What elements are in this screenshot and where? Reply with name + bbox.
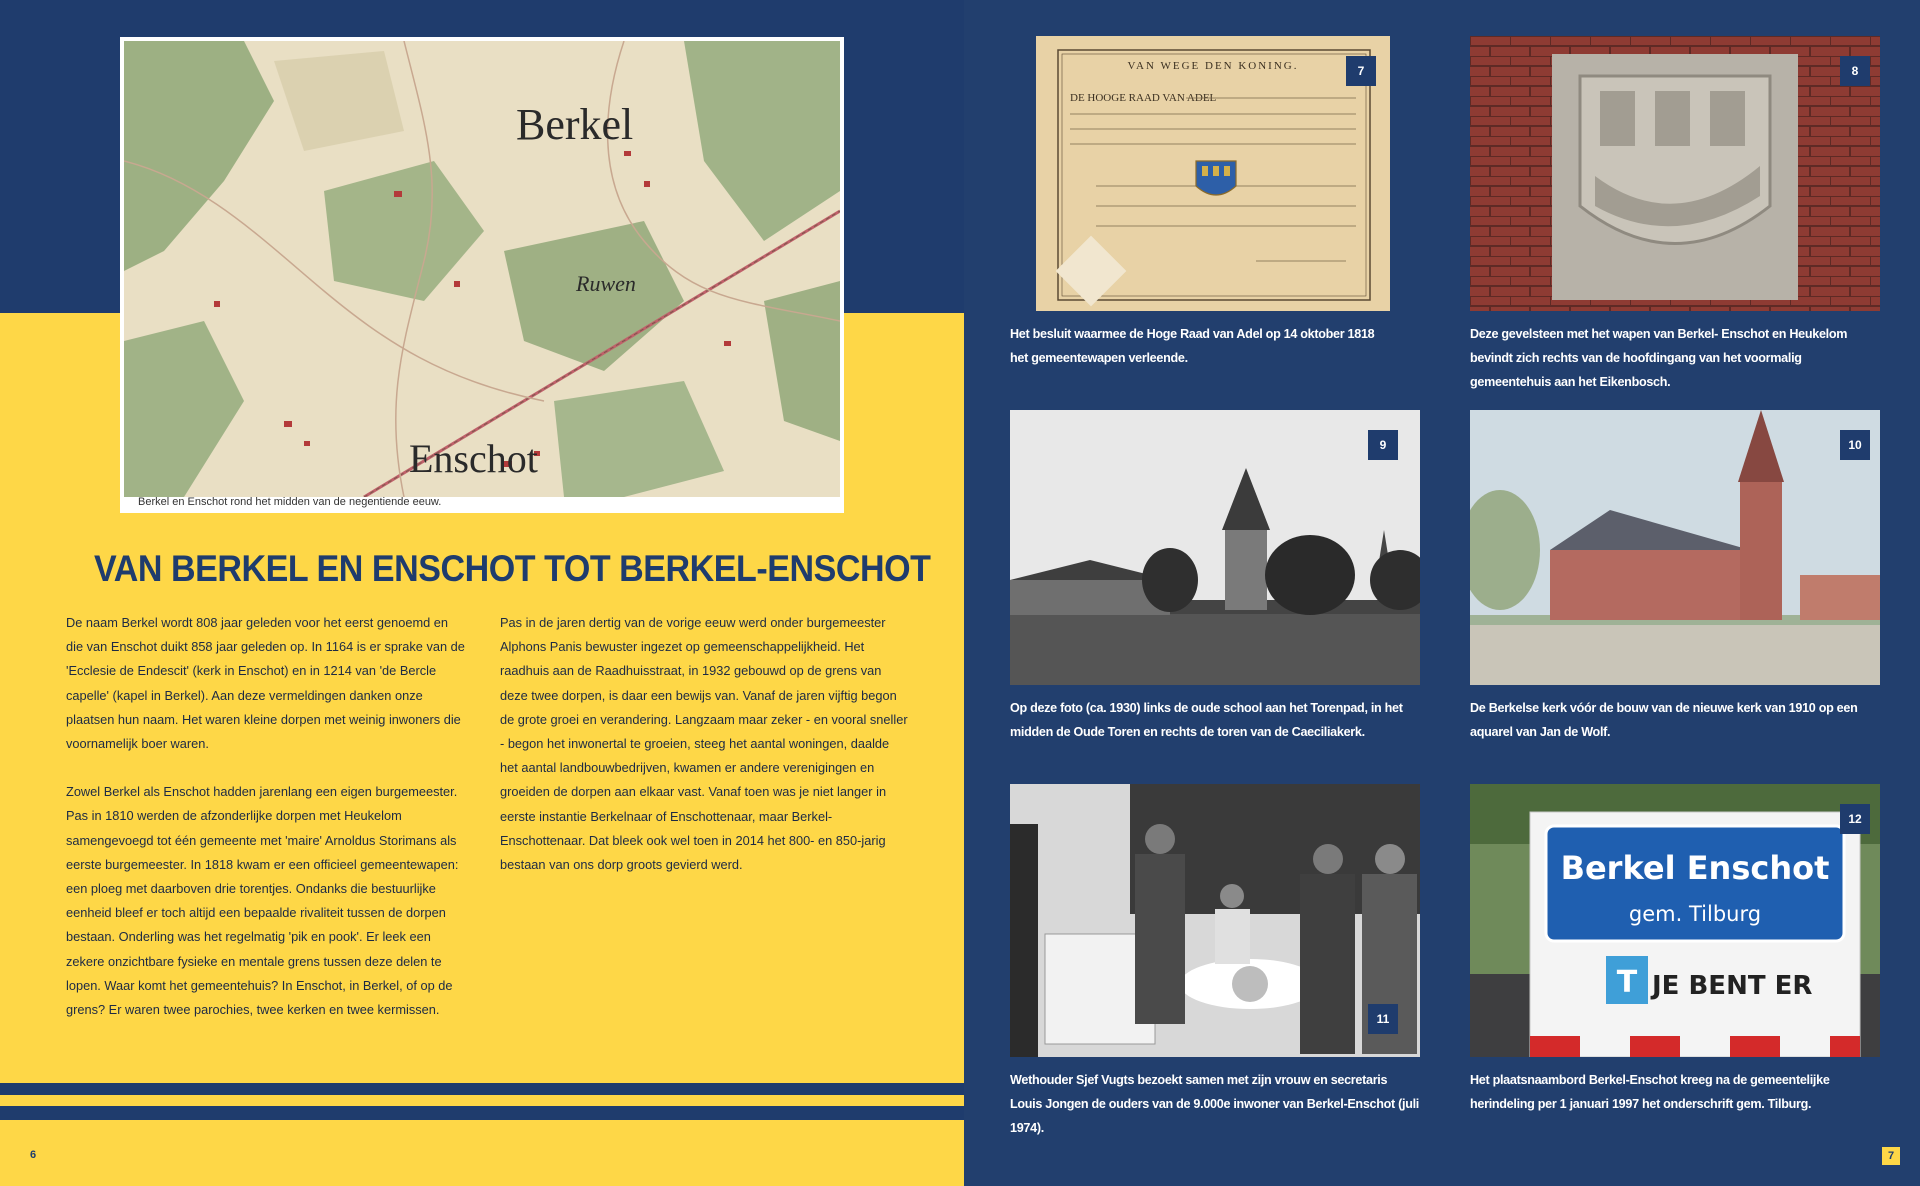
tilburg-logo: T [1616, 965, 1638, 1000]
photo-caption: Het besluit waarmee de Hoge Raad van Adel op 14 oktober 1818 het gemeentewapen verleende. [1010, 327, 1375, 365]
place-sign-illustration [1470, 784, 1880, 1057]
right-page [964, 0, 1920, 1186]
photo-number-badge: 7 [1346, 56, 1376, 86]
map-caption: Berkel en Enschot rond het midden van de negentiende eeuw. [138, 496, 442, 508]
photo-number-badge: 12 [1840, 804, 1870, 834]
photo-caption: Het plaatsnaambord Berkel-Enschot kreeg na de gemeentelijke herindeling per 1 januari 1997 het onderschrift gem. Tilburg. [1470, 1073, 1830, 1111]
photo-church-watercolor [1470, 410, 1880, 685]
photo-number-badge: 9 [1368, 430, 1398, 460]
photo-number-badge: 11 [1368, 1004, 1398, 1034]
paragraph: Pas in de jaren dertig van de vorige eeuw werd onder burgemeester Alphons Panis bewuster ingezet op gemeenschappelijkheid. Het raadhuis aan de Raadhuisstraat, in 1932 gebouwd op de grens van deze twee dorpen, is daar een bewijs van. Vanaf de jaren vijftig begon de grote groei en verandering. Langzaam maar zeker - en vooral sneller - begon het inwonertal te groeien, steeg het aantal woningen, daalde het aantal landbouwbedrijven, kwamen er andere verenigingen en groeiden de dorpen aan elkaar vast. Vanaf toen was je niet langer in eerste instantie Berkelnaar of Enschottenaar, maar Berkel-Enschottenaar. Dat bleek ook wel toen in 2014 het 800- en 850-jarig bestaan van ons dorp groots gevierd werd. [500, 615, 908, 873]
article-column-2 [500, 611, 910, 901]
photo-caption: Wethouder Sjef Vugts bezoekt samen met zijn vrouw en secretaris Louis Jongen de ouders van de 9.000e inwoner van Berkel-Enschot (juli 1974). [1010, 1073, 1419, 1135]
document-line: DE HOOGE RAAD VAN ADEL [1070, 92, 1217, 104]
church-watercolor-illustration [1470, 410, 1880, 685]
photo-royal-decree [1036, 36, 1390, 311]
paragraph: Zowel Berkel als Enschot hadden jarenlang een eigen burgemeester. Pas in 1810 werden de afzonderlijke dorpen met Heukelom samengevoegd tot één gemeente met 'maire' Arnoldus Storimans als eerste burgemeester. In 1818 kwam er een officieel gemeentewapen: een ploeg met daarboven drie torentjes. Ondanks die bestuurlijke eenheid bleef er toch altijd een bepaalde rivaliteit tussen de dorpen bestaan. Onderling was het regelmatig 'pik en pook'. Er leek een zekere onzichtbare fysieke en mentale grens tussen deze delen te lopen. Waar komt het gemeentehuis? In Enschot, in Berkel, of op de grens? Er waren twee parochies, twee kerken en twee kermissen. [66, 784, 459, 1018]
document-illustration [1036, 36, 1390, 311]
gable-stone-illustration [1470, 36, 1880, 311]
sign-subtitle: gem. Tilburg [1628, 902, 1762, 926]
map-illustration [124, 41, 840, 497]
photo-place-sign [1470, 784, 1880, 1057]
map-label-ruwen: Ruwen [576, 271, 636, 296]
navy-stripe [0, 1106, 964, 1120]
map-label-berkel: Berkel [516, 100, 634, 149]
photo-caption: Deze gevelsteen met het wapen van Berkel- Enschot en Heukelom bevindt zich rechts van de hoofdingang van het voormalig gemeentehuis aan het Eikenbosch. [1470, 327, 1848, 389]
old-tower-illustration [1010, 410, 1420, 685]
navy-stripe [0, 1083, 964, 1095]
photo-caption: De Berkelse kerk vóór de bouw van de nieuwe kerk van 1910 op een aquarel van Jan de Wolf. [1470, 701, 1858, 739]
document-header: VAN WEGE DEN KONING. [1127, 60, 1299, 72]
page-title: VAN BERKEL EN ENSCHOT TOT BERKEL-ENSCHOT [94, 548, 931, 589]
map-label-enschot: Enschot [409, 436, 538, 481]
article-column-1 [66, 611, 468, 1046]
page-number-left: 6 [30, 1149, 37, 1161]
historic-map [120, 37, 844, 513]
photo-caption: Op deze foto (ca. 1930) links de oude school aan het Torenpad, in het midden de Oude Toren en rechts de toren van de Caeciliakerk. [1010, 701, 1403, 739]
photo-number-badge: 10 [1840, 430, 1870, 460]
photo-old-tower [1010, 410, 1420, 685]
paragraph: De naam Berkel wordt 808 jaar geleden voor het eerst genoemd en die van Enschot duikt 858 jaar geleden op. In 1164 is er sprake van de 'Ecclesie de Endescit' (kerk in Enschot) en in 1214 van 'de Bercle capelle' (kapel in Berkel). Aan deze vermeldingen danken onze plaatsen hun naam. Het waren kleine dorpen met weinig inwoners die voornamelijk boer waren. [66, 615, 465, 752]
sign-slogan: JE BENT ER [1652, 971, 1813, 1001]
photo-number-badge: 8 [1840, 56, 1870, 86]
sign-place-name: Berkel Enschot [1560, 849, 1830, 887]
page-number-right: 7 [1882, 1147, 1900, 1165]
photo-visit-1974 [1010, 784, 1420, 1057]
photo-gable-stone [1470, 36, 1880, 311]
visit-illustration [1010, 784, 1420, 1057]
